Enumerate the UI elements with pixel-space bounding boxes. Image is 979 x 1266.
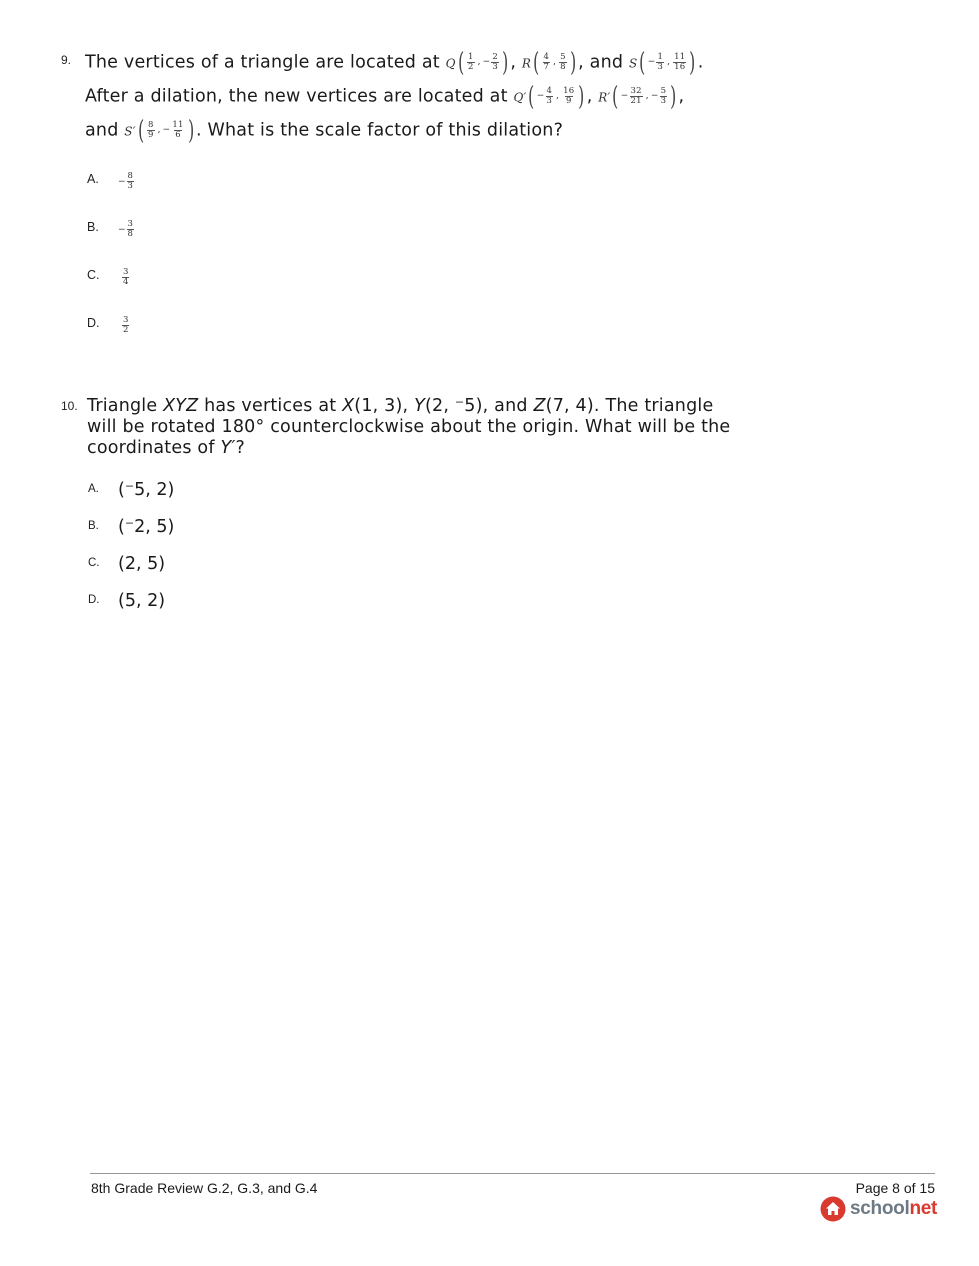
choice-letter: B. (88, 520, 99, 532)
choice-b[interactable]: − $\frac{3}{8}$ (118, 219, 133, 239)
house-icon (820, 1196, 846, 1222)
question-text: . What is the scale factor of this dilation? (195, 120, 564, 141)
question-10-line-2: will be rotated 180° counterclockwise about the origin. What will be the (87, 417, 731, 437)
choice-letter: C. (88, 557, 100, 569)
choice-b[interactable]: (⁻2, 5) (118, 517, 175, 537)
fraction: $\frac{32}{21}$ (630, 86, 642, 106)
footer-divider (90, 1173, 935, 1174)
point-label: S′ (124, 124, 136, 139)
fraction: $\frac{8}{3}$ (127, 171, 133, 191)
fraction: $\frac{3}{4}$ (123, 267, 129, 287)
footer-title: 8th Grade Review G.2, G.3, and G.4 (91, 1180, 318, 1196)
fraction: $\frac{3}{8}$ (127, 219, 133, 239)
question-number: 9. (61, 53, 72, 67)
question-10-line-1: Triangle XYZ has vertices at X(1, 3), Y(2, ⁻5), and Z(7, 4). The triangle (87, 396, 714, 416)
question-text: The vertices of a triangle are located at (85, 52, 440, 73)
question-text: and (85, 120, 119, 141)
choice-letter: A. (87, 172, 99, 186)
fraction: $\frac{5}{3}$ (660, 86, 667, 106)
question-number: 10. (61, 399, 78, 413)
logo-text: schoolnet (850, 1198, 938, 1219)
schoolnet-logo (820, 1196, 937, 1222)
fraction: $\frac{8}{9}$ (148, 120, 154, 140)
page-number: Page 8 of 15 (855, 1180, 935, 1196)
fraction: $\frac{11}{6}$ (172, 120, 184, 140)
point-label: R′ (598, 90, 611, 105)
fraction: $\frac{1}{3}$ (657, 52, 664, 72)
fraction: $\frac{4}{7}$ (543, 52, 550, 72)
fraction: $\frac{11}{16}$ (674, 52, 686, 72)
fraction: $\frac{1}{2}$ (468, 52, 474, 72)
choice-a[interactable]: (⁻5, 2) (118, 480, 175, 500)
fraction: $\frac{3}{2}$ (123, 315, 129, 335)
question-9-line-2: After a dilation, the new vertices are located at Q′( − $\frac{4}{3}$ , $\frac{16}{9}$ ) , R′( − $\frac{32}{21}$ , − $\frac{5}{3}$ ) , (85, 81, 685, 112)
fraction: $\frac{5}{8}$ (560, 52, 566, 72)
fraction: $\frac{2}{3}$ (492, 52, 499, 72)
choice-a[interactable]: − $\frac{8}{3}$ (118, 171, 133, 191)
question-9-line-1: The vertices of a triangle are located at Q( $\frac{1}{2}$ , − $\frac{2}{3}$ ) , R( $\frac{4}{7}$ , $\frac{5}{8}$ ) , and S( − $\frac{1}{3}$ , $\frac{11}{16}$ ) . (85, 47, 704, 78)
choice-letter: D. (87, 316, 100, 330)
choice-letter: B. (87, 220, 99, 234)
question-10-line-3: coordinates of Y′? (87, 438, 246, 458)
question-9-line-3: and S′( $\frac{8}{9}$ , − $\frac{11}{6}$ ) . What is the scale factor of this dilation? (85, 115, 564, 146)
point-label: S (628, 56, 638, 71)
choice-letter: D. (88, 594, 100, 606)
choice-d[interactable]: (5, 2) (118, 591, 166, 611)
choice-c[interactable] (121, 268, 130, 287)
question-text: After a dilation, the new vertices are located at (85, 86, 508, 107)
point-label: Q′ (513, 90, 527, 105)
choice-d[interactable] (121, 316, 130, 335)
point-label: R (521, 56, 532, 71)
fraction: $\frac{4}{3}$ (546, 86, 553, 106)
fraction: $\frac{16}{9}$ (563, 86, 575, 106)
choice-c[interactable]: (2, 5) (118, 554, 166, 574)
choice-letter: C. (87, 268, 100, 282)
choice-letter: A. (88, 483, 99, 495)
point-label: Q (445, 56, 456, 71)
